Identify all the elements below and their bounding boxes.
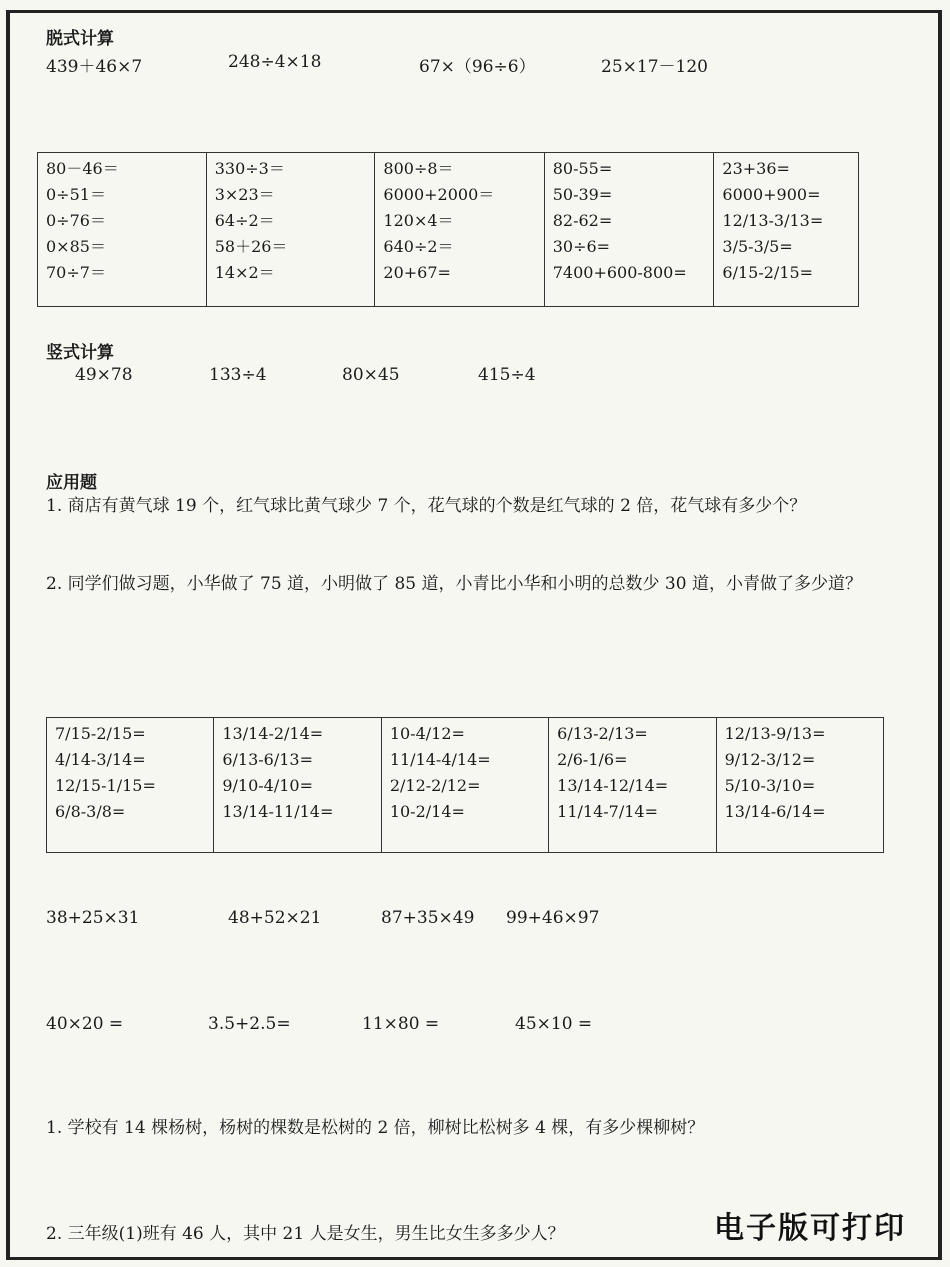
word-problem-4: 2. 三年级(1)班有 46 人，其中 21 人是女生，男生比女生多多少人？ [46, 1224, 565, 1244]
table2-col-3 [381, 718, 548, 853]
table1-cell: 0÷51＝ [46, 185, 106, 204]
tuoshi-expr-1: 439＋46×7 [46, 57, 143, 77]
shushi-expr-1: 49×78 [75, 365, 133, 385]
table2-col-2 [214, 718, 381, 853]
table1-cell: 80-55= [552, 159, 613, 178]
word-problem-3: 1. 学校有 14 棵杨树，杨树的棵数是松树的 2 倍，柳树比松树多 4 棵，有多少棵柳树？ [46, 1118, 705, 1138]
table2-cell: 12/15-1/15= [55, 776, 156, 795]
table1-col-5 [714, 153, 859, 307]
table1-cell: 7400+600-800= [552, 263, 687, 282]
section-heading-shushi: 竖式计算 [46, 343, 114, 363]
table2-cell: 13/14-11/14= [222, 802, 334, 821]
printable-stamp: 电子版可打印 [714, 1211, 906, 1246]
table1-cell: 6/15-2/15= [722, 263, 814, 282]
section-heading-yingyong: 应用题 [46, 473, 97, 493]
table2-cell: 6/13-2/13= [557, 724, 648, 743]
fraction-table [46, 717, 884, 853]
table1-cell: 82-62= [552, 211, 613, 230]
table1-col-3 [375, 153, 544, 307]
table1-cell: 80－46＝ [46, 159, 119, 178]
table1-cell: 120×4＝ [383, 211, 454, 230]
table2-cell: 13/14-6/14= [724, 802, 826, 821]
table2-cell: 4/14-3/14= [55, 750, 146, 769]
shushi-expr-3: 80×45 [342, 365, 400, 385]
table1-col-1 [38, 153, 207, 307]
table1-cell: 20+67= [383, 263, 451, 282]
table2-cell: 9/10-4/10= [222, 776, 314, 795]
table1-cell: 0×85＝ [46, 237, 106, 256]
table1-cell: 3/5-3/5= [722, 237, 793, 256]
table1-cell: 50-39= [552, 185, 613, 204]
mixed-expr-4: 99+46×97 [506, 908, 600, 928]
table2-cell: 6/13-6/13= [222, 750, 314, 769]
table2-cell: 7/15-2/15= [55, 724, 146, 743]
table1-col-4 [544, 153, 714, 307]
mixed-expr-1: 38+25×31 [46, 908, 140, 928]
table1-cell: 30÷6= [552, 237, 611, 256]
table2-col-5 [716, 718, 883, 853]
table2-cell: 13/14-2/14= [222, 724, 324, 743]
oral-calc-table-1 [37, 152, 859, 307]
table2-cell: 11/14-4/14= [389, 750, 491, 769]
table1-cell: 12/13-3/13= [722, 211, 824, 230]
table2-cell: 2/6-1/6= [557, 750, 628, 769]
table2-cell: 2/12-2/12= [389, 776, 481, 795]
table1-cell: 70÷7＝ [46, 263, 106, 282]
table2-cell: 9/12-3/12= [724, 750, 816, 769]
table2-cell: 13/14-12/14= [557, 776, 669, 795]
table1-cell: 6000+900= [722, 185, 821, 204]
table2-cell: 10-2/14= [389, 802, 465, 821]
table1-cell: 640÷2＝ [383, 237, 454, 256]
word-problem-1: 1. 商店有黄气球 19 个，红气球比黄气球少 7 个，花气球的个数是红气球的 2 倍，花气球有多少个？ [46, 496, 807, 516]
table2-cell: 11/14-7/14= [557, 802, 659, 821]
simple-expr-4: 45×10 = [515, 1014, 593, 1034]
tuoshi-expr-4: 25×17－120 [601, 57, 708, 77]
table1-cell: 3×23＝ [214, 185, 275, 204]
simple-expr-1: 40×20 = [46, 1014, 124, 1034]
table2-cell: 12/13-9/13= [724, 724, 826, 743]
table2-col-4 [549, 718, 716, 853]
simple-expr-2: 3.5+2.5= [208, 1014, 291, 1034]
table2-cell: 6/8-3/8= [55, 802, 126, 821]
word-problem-2: 2. 同学们做习题，小华做了 75 道，小明做了 85 道，小青比小华和小明的总数少 30 道，小青做了多少道？ [46, 574, 862, 594]
mixed-expr-2: 48+52×21 [228, 908, 322, 928]
tuoshi-expr-2: 248÷4×18 [228, 52, 322, 72]
section-heading-tuoshi: 脱式计算 [46, 29, 114, 49]
table1-cell: 58＋26＝ [214, 237, 288, 256]
table1-cell: 23+36= [722, 159, 790, 178]
shushi-expr-4: 415÷4 [478, 365, 536, 385]
tuoshi-expr-3: 67×（96÷6） [419, 57, 536, 77]
simple-expr-3: 11×80 = [362, 1014, 440, 1034]
table1-cell: 0÷76＝ [46, 211, 106, 230]
table2-cell: 5/10-3/10= [724, 776, 816, 795]
table1-cell: 330÷3＝ [214, 159, 285, 178]
table2-cell: 10-4/12= [389, 724, 465, 743]
table2-col-1 [47, 718, 214, 853]
table1-cell: 800÷8＝ [383, 159, 454, 178]
table1-cell: 6000+2000＝ [383, 185, 495, 204]
table1-cell: 64÷2＝ [214, 211, 275, 230]
shushi-expr-2: 133÷4 [209, 365, 267, 385]
table1-cell: 14×2＝ [214, 263, 275, 282]
mixed-expr-3: 87+35×49 [381, 908, 475, 928]
table1-col-2 [206, 153, 375, 307]
